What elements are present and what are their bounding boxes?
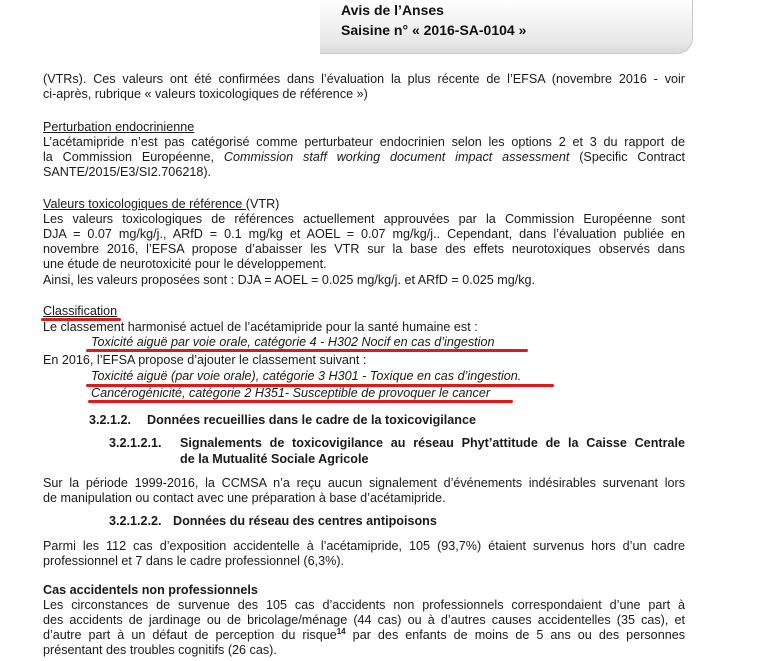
- vtr-line-1: Les valeurs toxicologiques de références actuellement approuvées par la Commission Européenne sont: [43, 212, 685, 226]
- document-header: [320, 0, 693, 54]
- accidents-heading: Cas accidentels non professionnels: [43, 583, 258, 597]
- accidents-line-2: des accidents de jardinage ou de bricolage/ménage (44 cas) ou à d’autres causes accidentelles (35 cas), et: [43, 613, 685, 627]
- classification-proposed-1: Toxicité aiguë (par voie orale), catégorie 3 H301 - Toxique en cas d’ingestion.: [91, 369, 522, 383]
- section-32122-title: Données du réseau des centres antipoisons: [173, 514, 437, 528]
- section-32121-line-1: Sur la période 1999-2016, la CCMSA n’a reçu aucun signalement d’événements indésirables survenant lors: [43, 476, 685, 490]
- classification-heading: Classification: [43, 304, 118, 318]
- classification-current: Toxicité aiguë par voie orale, catégorie 4 - H302 Nocif en cas d’ingestion: [91, 335, 495, 349]
- classification-line-1: Le classement harmonisé actuel de l’acétamipride pour la santé humaine est :: [43, 320, 478, 334]
- section-32122-number: 3.2.1.2.2.: [109, 514, 162, 528]
- accidents-line-3: d’autre part à un défaut de perception du risque$^{14}$ par des enfants de moins de 5 ans ou des personnes: [43, 627, 685, 642]
- accidents-line-4: présentant des troubles cognitifs (26 cas).: [43, 643, 277, 657]
- red-annotation-underline: [88, 400, 513, 403]
- section-32122-line-2: professionnel et 7 dans le cadre professionnel (6,3%).: [43, 554, 345, 568]
- endocrine-line-3: SANTE/2015/E3/SI2.706218).: [43, 165, 212, 179]
- section-3212-number: 3.2.1.2.: [89, 413, 132, 427]
- section-3212-title: Données recueillies dans le cadre de la toxicovigilance: [147, 413, 476, 427]
- section-32121-title-line-2: de la Mutualité Sociale Agricole: [180, 452, 369, 466]
- intro-line-1: (VTRs). Ces valeurs ont été confirmées dans l’évaluation la plus récente de l’EFSA (novembre 2016 - voir: [43, 72, 685, 86]
- vtr-line-3: novembre 2016, l’EFSA propose d’abaisser les VTR sur la base des effets neurotoxiques observés dans: [43, 242, 685, 256]
- classification-line-2: En 2016, l’EFSA propose d’ajouter le classement suivant :: [43, 353, 367, 367]
- vtr-line-4: une étude de neurotoxicité pour le développement.: [43, 257, 327, 271]
- red-annotation-underline: [86, 349, 528, 352]
- endocrine-heading: Perturbation endocrinienne: [43, 120, 195, 134]
- section-32121-title-line-1: Signalements de toxicovigilance au réseau Phyt’attitude de la Caisse Centrale: [180, 436, 685, 450]
- header-saisine: Saisine n° « 2016-SA-0104 »: [341, 22, 527, 38]
- classification-proposed-2: Cancérogénicité, catégorie 2 H351- Susceptible de provoquer le cancer: [91, 386, 491, 400]
- endocrine-line-1: L’acétamipride n’est pas catégorisé comme perturbateur endocrinien selon les options 2 et 3 du rapport de: [43, 135, 685, 149]
- accidents-line-1: Les circonstances de survenue des 105 cas d’accidents non professionnels correspondaient d’une part à: [43, 598, 685, 612]
- header-title: Avis de l’Anses: [341, 2, 444, 18]
- intro-line-2: ci-après, rubrique « valeurs toxicologiques de référence »): [43, 87, 368, 101]
- section-32121-number: 3.2.1.2.1.: [109, 436, 162, 450]
- vtr-line-5: Ainsi, les valeurs proposées sont : DJA = AOEL = 0.025 mg/kg/j. et ARfD = 0.025 mg/kg.: [43, 273, 535, 287]
- footnote-marker[interactable]: 14: [336, 627, 346, 636]
- endocrine-line-2: la Commission Européenne, Commission staff working document impact assessment (Specific Contract: [43, 150, 685, 164]
- section-32122-line-1: Parmi les 112 cas d’exposition accidentelle à l’acétamipride, 105 (93,7%) étaient survenus hors d’un cadre: [43, 539, 685, 553]
- vtr-heading: Valeurs toxicologiques de référence (VTR): [43, 197, 280, 211]
- section-32121-line-2: de manipulation ou contact avec une préparation à base d’acétamipride.: [43, 491, 446, 505]
- vtr-line-2: DJA = 0.07 mg/kg/j., ARfD = 0.1 mg/kg et AOEL = 0.07 mg/kg/j.. Cependant, dans l’évaluation publiée en: [43, 227, 685, 241]
